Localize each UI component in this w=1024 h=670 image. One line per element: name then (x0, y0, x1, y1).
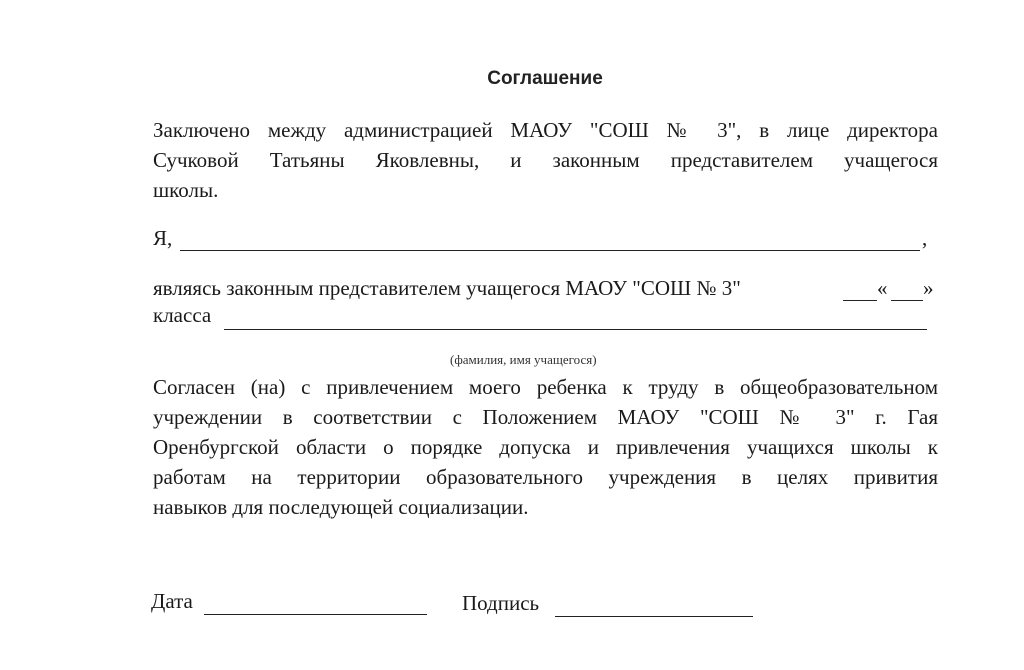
declarant-suffix: , (922, 226, 928, 250)
date-field[interactable] (204, 592, 427, 615)
signature-field[interactable] (555, 594, 753, 617)
class-number-field[interactable] (843, 280, 877, 301)
signature-label: Подпись (462, 591, 540, 615)
consent-line-5: навыков для последующей социализации. (153, 495, 529, 519)
intro-line-1: Заключено между администрацией МАОУ "СОШ № 3", в лице директора (153, 118, 938, 142)
student-name-field[interactable] (224, 307, 927, 330)
declarant-prefix: Я, (153, 226, 173, 250)
document-title: Соглашение (487, 68, 603, 89)
quote-close: » (923, 276, 934, 300)
intro-line-2: Сучковой Татьяны Яковлевны, и законным представителем учащегося (153, 148, 938, 172)
class-letter-field[interactable] (891, 280, 923, 301)
consent-paragraph (153, 372, 938, 522)
class-label: класса (153, 303, 212, 327)
intro-paragraph (153, 115, 938, 205)
date-label: Дата (151, 589, 193, 613)
intro-line-3: школы. (153, 178, 219, 202)
consent-line-2: учреждении в соответствии с Положением МАОУ "СОШ № 3" г. Гая (153, 405, 938, 429)
consent-line-1: Согласен (на) с привлечением моего ребенка к труду в общеобразовательном (153, 375, 938, 399)
student-name-caption: (фамилия, имя учащегося) (450, 352, 597, 367)
consent-line-3: Оренбургской области о порядке допуска и привлечения учащихся школы к (153, 435, 938, 459)
consent-line-4: работам на территории образовательного учреждения в целях привития (153, 465, 938, 489)
declarant-name-field[interactable] (180, 228, 920, 251)
representative-text: являясь законным представителем учащегося МАОУ "СОШ № 3" (153, 276, 741, 300)
quote-open: « (877, 276, 888, 300)
